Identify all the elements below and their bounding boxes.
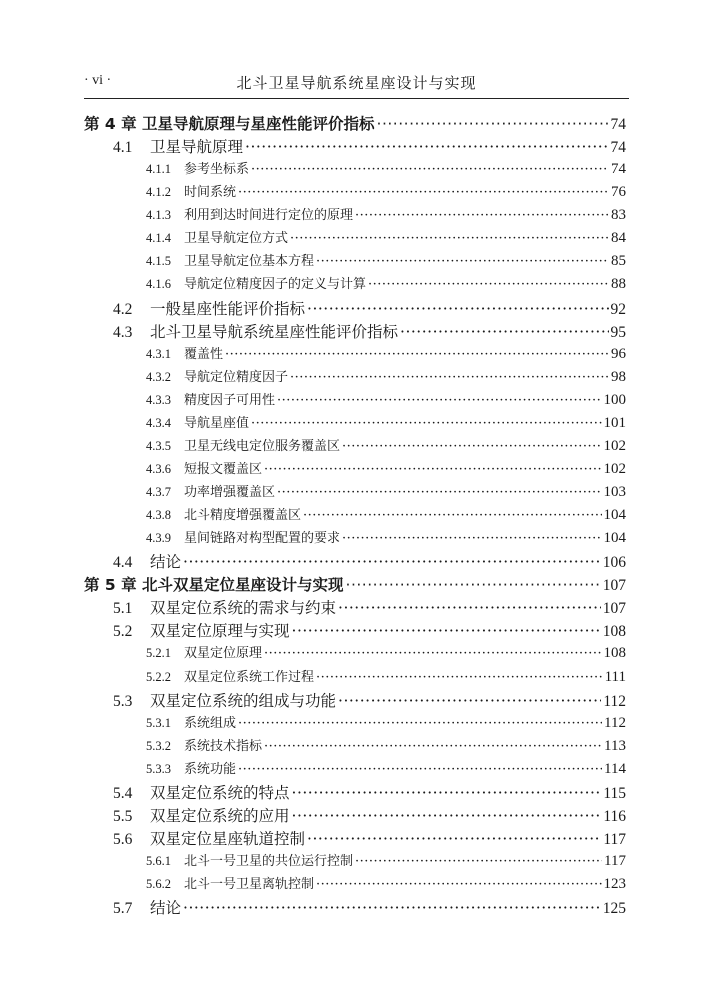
dot-leader bbox=[292, 622, 601, 640]
toc-entry-page: 125 bbox=[602, 900, 626, 918]
toc-entry-title: 双星定位系统工作过程 bbox=[184, 669, 315, 685]
toc-entry-sub[interactable] bbox=[84, 343, 626, 366]
toc-entry-sec[interactable] bbox=[84, 781, 626, 804]
toc-entry-sub[interactable] bbox=[84, 458, 626, 481]
toc-entry-title: 导航定位精度因子的定义与计算 bbox=[184, 277, 367, 293]
toc-entry-number: 4.3 bbox=[113, 323, 133, 341]
toc-entry-page: 123 bbox=[603, 876, 626, 893]
toc-entry-title: 双星定位系统的特点 bbox=[150, 783, 290, 802]
dot-leader bbox=[316, 670, 603, 685]
toc-entry-number: 5.3.3 bbox=[146, 761, 171, 776]
toc-entry-sub[interactable] bbox=[84, 666, 626, 689]
toc-entry-sub[interactable] bbox=[84, 204, 626, 227]
toc-entry-sub[interactable] bbox=[84, 412, 626, 435]
toc-entry-sub[interactable] bbox=[84, 481, 626, 504]
toc-entry-title: 系统功能 bbox=[184, 761, 237, 777]
toc-entry-title: 双星定位系统的需求与约束 bbox=[150, 599, 337, 618]
toc-entry-sec[interactable] bbox=[84, 320, 626, 343]
dot-leader bbox=[400, 323, 608, 341]
toc-entry-number: 4.3.7 bbox=[146, 485, 171, 499]
toc-entry-sub[interactable] bbox=[84, 712, 626, 735]
dot-leader bbox=[183, 899, 601, 917]
toc-entry-sec[interactable] bbox=[84, 896, 626, 919]
toc-entry-page: 95 bbox=[610, 323, 626, 341]
toc-entry-title: 北斗双星定位星座设计与实现 bbox=[142, 576, 344, 595]
toc-entry-title: 双星定位原理 bbox=[184, 646, 263, 662]
dot-leader bbox=[338, 692, 601, 710]
toc-entry-page: 111 bbox=[604, 668, 626, 685]
toc-entry-number: 4.1.3 bbox=[146, 208, 171, 223]
toc-entry-number: 5.3 bbox=[113, 692, 133, 710]
toc-entry-page: 83 bbox=[611, 207, 626, 224]
toc-entry-sec[interactable] bbox=[84, 550, 626, 573]
dot-leader bbox=[342, 439, 601, 454]
toc-entry-sec[interactable] bbox=[84, 135, 626, 158]
book-title: 北斗卫星导航系统星座设计与实现 bbox=[236, 74, 477, 92]
dot-leader bbox=[292, 807, 602, 825]
dot-leader bbox=[338, 599, 601, 617]
toc-entry-number: 第 5 章 bbox=[84, 576, 137, 595]
toc-entry-title: 双星定位原理与实现 bbox=[150, 622, 290, 641]
toc-entry-sub[interactable] bbox=[84, 850, 626, 873]
toc-entry-chap[interactable] bbox=[84, 573, 626, 596]
page-number: · vi · bbox=[84, 73, 112, 88]
dot-leader bbox=[355, 854, 602, 869]
toc-entry-title: 导航定位精度因子 bbox=[184, 369, 289, 385]
toc-entry-number: 5.4 bbox=[113, 784, 133, 802]
toc-entry-number: 5.2 bbox=[113, 623, 133, 641]
dot-leader bbox=[307, 300, 608, 318]
toc-entry-number: 5.6.2 bbox=[146, 877, 171, 892]
dot-leader bbox=[303, 508, 601, 523]
toc-entry-title: 参考坐标系 bbox=[184, 162, 250, 178]
dot-leader bbox=[264, 462, 601, 477]
toc-entry-number: 4.3.3 bbox=[146, 392, 171, 407]
toc-entry-sec[interactable] bbox=[84, 804, 626, 827]
toc-entry-sub[interactable] bbox=[84, 250, 626, 273]
dot-leader bbox=[377, 115, 609, 133]
toc-entry-page: 117 bbox=[604, 853, 626, 869]
toc-entry-page: 107 bbox=[602, 600, 626, 618]
toc-entry-page: 112 bbox=[603, 692, 626, 710]
dot-leader bbox=[251, 162, 609, 177]
toc-entry-title: 北斗卫星导航系统星座性能评价指标 bbox=[150, 322, 399, 341]
toc-entry-page: 74 bbox=[611, 161, 626, 178]
toc-entry-number: 5.2.2 bbox=[146, 669, 171, 684]
toc-entry-title: 卫星导航定位基本方程 bbox=[184, 254, 315, 270]
toc-entry-title: 双星定位系统的组成与功能 bbox=[150, 691, 337, 710]
toc-entry-page: 115 bbox=[603, 784, 626, 802]
toc-entry-number: 4.2 bbox=[113, 300, 133, 318]
toc-entry-page: 101 bbox=[603, 414, 626, 431]
toc-entry-sub[interactable] bbox=[84, 758, 626, 781]
toc-entry-sec[interactable] bbox=[84, 619, 626, 642]
toc-entry-sec[interactable] bbox=[84, 596, 626, 619]
toc-entry-number: 5.6.1 bbox=[146, 854, 171, 868]
header-rule bbox=[84, 98, 629, 99]
toc-entry-number: 5.3.1 bbox=[146, 715, 171, 730]
toc-entry-title: 卫星无线电定位服务覆盖区 bbox=[184, 438, 341, 454]
toc-entry-page: 92 bbox=[610, 300, 626, 318]
toc-entry-title: 系统技术指标 bbox=[184, 738, 263, 754]
toc-entry-sub[interactable] bbox=[84, 181, 626, 204]
dot-leader bbox=[342, 531, 601, 546]
toc-entry-page: 74 bbox=[610, 116, 626, 133]
dot-leader bbox=[292, 784, 602, 802]
toc-entry-page: 107 bbox=[602, 577, 626, 595]
toc-entry-page: 112 bbox=[604, 714, 626, 731]
toc-entry-title: 功率增强覆盖区 bbox=[184, 485, 276, 500]
toc-entry-title: 时间系统 bbox=[184, 185, 237, 201]
dot-leader bbox=[264, 739, 602, 754]
toc-entry-sec[interactable] bbox=[84, 827, 626, 850]
dot-leader bbox=[238, 716, 602, 731]
toc-entry-sub[interactable] bbox=[84, 642, 626, 665]
dot-leader bbox=[316, 877, 601, 892]
toc-entry-page: 96 bbox=[611, 345, 626, 362]
toc-entry-page: 100 bbox=[603, 391, 626, 408]
dot-leader bbox=[355, 208, 609, 223]
dot-leader bbox=[307, 830, 601, 848]
toc-entry-page: 102 bbox=[603, 437, 626, 454]
toc-entry-number: 4.1 bbox=[113, 139, 133, 157]
toc-entry-number: 5.6 bbox=[113, 830, 133, 848]
toc-entry-page: 88 bbox=[611, 276, 626, 293]
toc-entry-title: 短报文覆盖区 bbox=[184, 461, 263, 477]
toc-entry-sub[interactable] bbox=[84, 527, 626, 550]
toc-entry-number: 5.3.2 bbox=[146, 738, 171, 753]
toc-entry-page: 108 bbox=[603, 645, 626, 662]
toc-entry-sub[interactable] bbox=[84, 504, 626, 527]
toc-entry-title: 双星定位星座轨道控制 bbox=[150, 829, 306, 848]
toc-entry-page: 102 bbox=[603, 460, 626, 477]
toc-entry-number: 4.1.1 bbox=[146, 162, 171, 177]
toc-entry-page: 108 bbox=[602, 623, 626, 641]
dot-leader bbox=[251, 416, 601, 431]
toc-entry-title: 一般星座性能评价指标 bbox=[150, 299, 306, 318]
toc-entry-page: 116 bbox=[603, 807, 626, 825]
dot-leader bbox=[316, 254, 609, 269]
toc-entry-number: 4.1.6 bbox=[146, 277, 171, 292]
toc-entry-sub[interactable] bbox=[84, 273, 626, 296]
toc-entry-number: 4.3.2 bbox=[146, 369, 171, 384]
toc-entry-page: 98 bbox=[611, 368, 626, 385]
toc-entry-page: 104 bbox=[603, 507, 626, 524]
toc-entry-page: 76 bbox=[611, 184, 626, 201]
table-of-contents bbox=[84, 112, 626, 919]
toc-entry-sec[interactable] bbox=[84, 689, 626, 712]
dot-leader bbox=[290, 370, 609, 385]
dot-leader bbox=[368, 277, 609, 292]
toc-entry-number: 4.3.4 bbox=[146, 415, 171, 430]
toc-entry-page: 74 bbox=[610, 139, 626, 157]
dot-leader bbox=[238, 762, 602, 777]
toc-entry-page: 104 bbox=[603, 530, 626, 547]
toc-entry-chap[interactable] bbox=[84, 112, 626, 135]
toc-entry-sub[interactable] bbox=[84, 873, 626, 896]
toc-entry-number: 4.3.8 bbox=[146, 508, 171, 523]
toc-entry-number: 4.1.4 bbox=[146, 231, 171, 246]
toc-entry-number: 4.3.5 bbox=[146, 438, 171, 453]
dot-leader bbox=[238, 185, 609, 200]
toc-entry-title: 导航星座值 bbox=[184, 415, 250, 431]
toc-entry-sub[interactable] bbox=[84, 735, 626, 758]
toc-entry-title: 覆盖性 bbox=[184, 346, 224, 362]
dot-leader bbox=[183, 553, 601, 571]
toc-entry-number: 4.3.1 bbox=[146, 346, 171, 361]
toc-entry-page: 113 bbox=[604, 737, 626, 754]
toc-entry-title: 北斗精度增强覆盖区 bbox=[184, 508, 302, 524]
toc-entry-page: 85 bbox=[611, 253, 626, 270]
toc-entry-title: 精度因子可用性 bbox=[184, 392, 276, 408]
toc-entry-title: 结论 bbox=[150, 899, 182, 918]
toc-entry-number: 4.1.5 bbox=[146, 254, 171, 269]
dot-leader bbox=[290, 231, 609, 246]
toc-entry-number: 5.5 bbox=[113, 807, 133, 825]
toc-entry-sub[interactable] bbox=[84, 227, 626, 250]
toc-entry-number: 4.1.2 bbox=[146, 185, 171, 200]
toc-entry-page: 103 bbox=[603, 484, 626, 500]
toc-entry-number: 第 4 章 bbox=[84, 115, 137, 133]
dot-leader bbox=[264, 646, 601, 661]
toc-entry-title: 北斗一号卫星离轨控制 bbox=[184, 877, 315, 893]
toc-entry-title: 卫星导航定位方式 bbox=[184, 231, 289, 247]
toc-entry-number: 5.2.1 bbox=[146, 646, 171, 661]
dot-leader bbox=[225, 347, 609, 362]
toc-entry-sub[interactable] bbox=[84, 366, 626, 389]
toc-entry-sub[interactable] bbox=[84, 435, 626, 458]
toc-entry-number: 5.1 bbox=[113, 600, 133, 618]
toc-entry-title: 星间链路对构型配置的要求 bbox=[184, 531, 341, 547]
toc-entry-sub[interactable] bbox=[84, 389, 626, 412]
toc-entry-page: 117 bbox=[603, 830, 626, 848]
toc-entry-page: 106 bbox=[602, 554, 626, 572]
toc-entry-page: 84 bbox=[611, 230, 626, 247]
toc-entry-sub[interactable] bbox=[84, 158, 626, 181]
toc-entry-number: 4.4 bbox=[113, 554, 133, 572]
toc-entry-title: 北斗一号卫星的共位运行控制 bbox=[184, 854, 354, 869]
toc-entry-number: 4.3.9 bbox=[146, 531, 171, 546]
toc-entry-title: 利用到达时间进行定位的原理 bbox=[184, 208, 354, 224]
toc-entry-sec[interactable] bbox=[84, 297, 626, 320]
toc-entry-page: 114 bbox=[604, 760, 626, 777]
dot-leader bbox=[346, 576, 601, 594]
toc-entry-title: 卫星导航原理与星座性能评价指标 bbox=[142, 115, 375, 133]
toc-entry-number: 4.3.6 bbox=[146, 461, 171, 476]
dot-leader bbox=[277, 485, 601, 500]
toc-entry-number: 5.7 bbox=[113, 900, 133, 918]
toc-entry-title: 卫星导航原理 bbox=[150, 138, 244, 157]
toc-entry-title: 系统组成 bbox=[184, 715, 237, 731]
dot-leader bbox=[277, 393, 601, 408]
toc-entry-title: 双星定位系统的应用 bbox=[150, 806, 290, 825]
page-header bbox=[84, 70, 629, 96]
toc-entry-title: 结论 bbox=[150, 553, 182, 572]
dot-leader bbox=[245, 138, 608, 156]
